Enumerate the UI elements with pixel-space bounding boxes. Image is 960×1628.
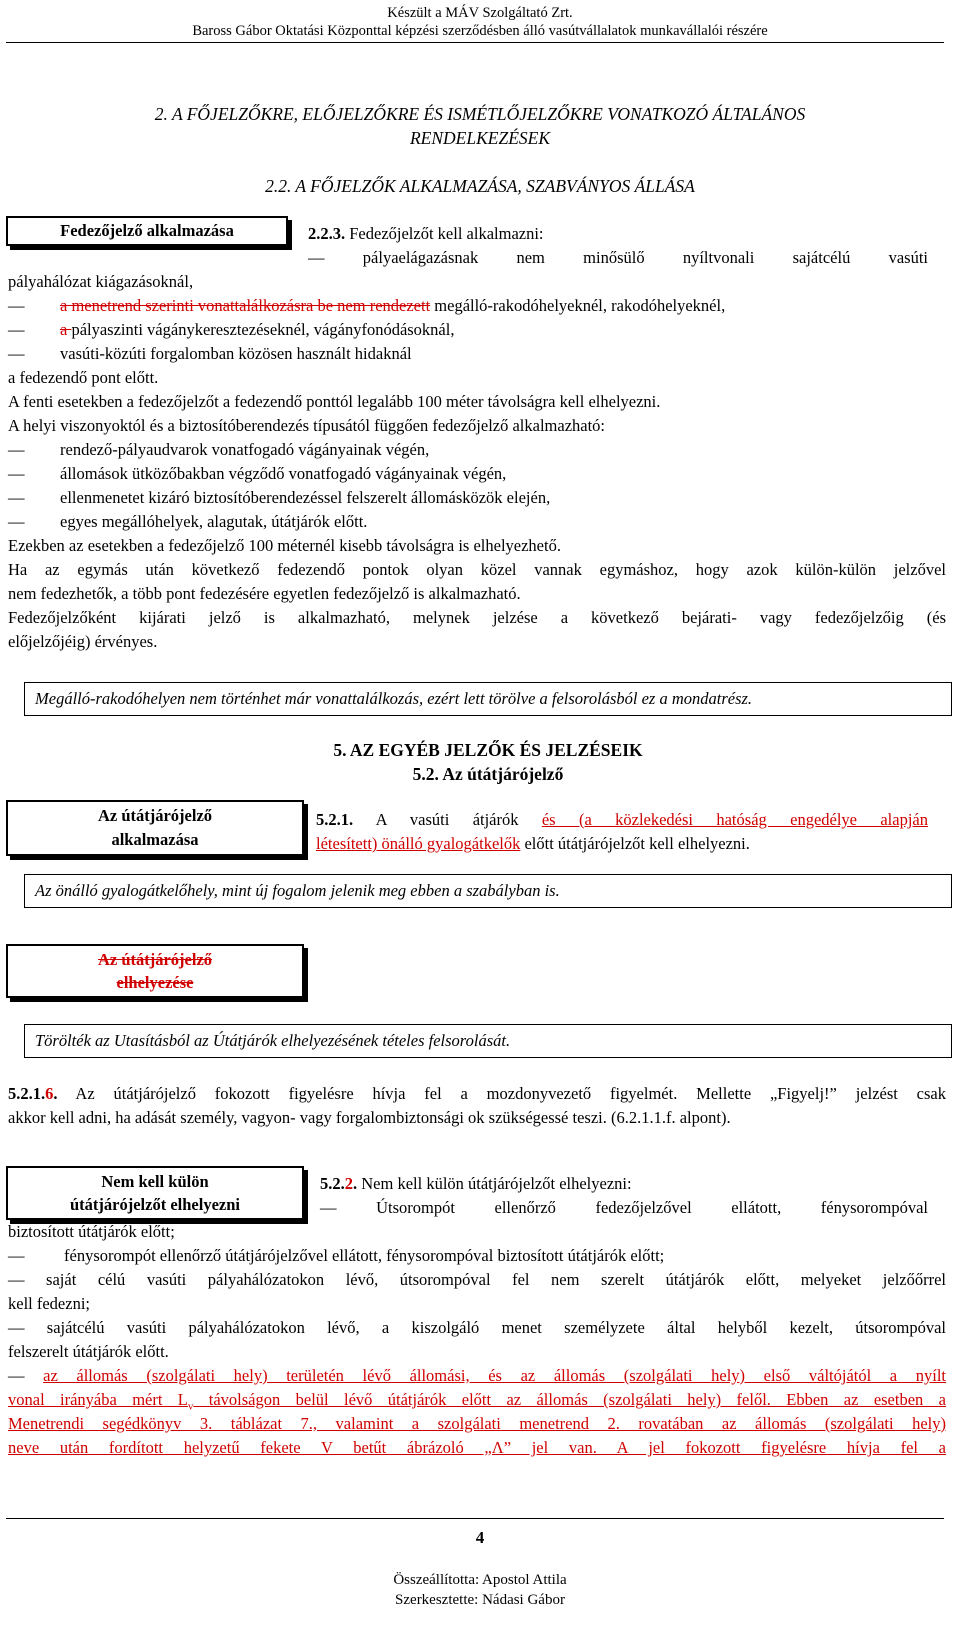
- list-item-text: rendező-pályaudvarok vonatfogadó vágányainak végén,: [60, 440, 430, 459]
- deleted-heading-line-2: elhelyezése: [116, 973, 194, 992]
- paragraph-2-2-3-heading: [308, 222, 928, 246]
- header-line-2: Baross Gábor Oktatási Központtal képzési szerződésben álló vasútvállalatok munkavállalói részére: [192, 23, 768, 39]
- paragraph-5-2-1-6-b: akkor kell adni, ha adását személy, vagyon- vagy forgalombiztonsági ok szükségessé teszi. (6.2.1.1.f. alpont).: [8, 1108, 731, 1127]
- footer-edited-by: Szerkesztette: Nádasi Gábor: [395, 1592, 565, 1608]
- list-item-text: állomások ütközőbakban végződő vonatfogadó vágányainak végén,: [60, 464, 507, 483]
- header-rule: [6, 42, 944, 43]
- exception-4a: [8, 1316, 946, 1340]
- inserted-text: az állomás (szolgálati hely) területén lévő állomási, és az állomás (szolgálati hely) első váltójától a nyílt: [43, 1366, 947, 1385]
- list-item-text: Útsorompót ellenőrző fedezőjelzővel ellátott, fénysorompóval: [376, 1198, 929, 1217]
- inserted-text: távolságon belül lévő útátjárók előtt az állomás (szolgálati hely) felől. Ebben az esetben a: [193, 1390, 946, 1409]
- paragraph-exit-signal-a: Fedezőjelzőként kijárati jelző is alkalmazható, melynek jelzése a következő bejárati- vagy fedezőjelzőig (és: [8, 608, 946, 627]
- dash: —: [8, 512, 25, 531]
- margin-box-line-1: Az útátjárójelző: [97, 806, 213, 825]
- exception-5d: neve után fordított helyzetű fekete V betűt ábrázoló „Λ” jel van. A jel fokozott figyelésre hívja fel a: [8, 1438, 946, 1457]
- list-item-text: sajátcélú vasúti pályahálózatokon lévő, a kiszolgáló menet személyzete által helyből kezelt, útsorompóval: [46, 1318, 947, 1337]
- subscript: v: [187, 1400, 194, 1413]
- footer-rule: [6, 1518, 944, 1519]
- exception-5c: Menetrendi segédkönyv 3. táblázat 7., valamint a szolgálati menetrend 2. rovatában az állomás (szolgálati hely): [8, 1414, 946, 1433]
- note-text: Megálló-rakodóhelyen nem történhet már vonattalálkozás, ezért lett törölve a felsorolásból ez a mondatrész.: [35, 689, 753, 708]
- dash: —: [320, 1198, 337, 1217]
- exception-4b: felszerelt útátjárók előtt.: [8, 1342, 169, 1361]
- paragraph-5-2-1-a: [316, 808, 928, 832]
- paragraph-number-changed: 2: [344, 1174, 353, 1193]
- list-item-text: egyes megállóhelyek, alagutak, útátjárók előtt.: [60, 512, 368, 531]
- dash: —: [8, 296, 25, 315]
- list-item-text: vasúti-közúti forgalomban közösen használt hidaknál: [60, 344, 412, 363]
- list-item-text: saját célú vasúti pályahálózatokon lévő, útsorompóval fel nem szerelt útátjárók előtt, melyeket jelzőőrrel: [46, 1270, 947, 1289]
- exception-5a: [8, 1364, 946, 1388]
- deleted-heading-line-1: Az útátjárójelző: [97, 950, 213, 969]
- list-item-text: ellenmenetet kizáró biztosítóberendezéssel felszerelt állomásközök elején,: [60, 488, 551, 507]
- list-item-text: pályaszinti vágánykeresztezéseknél, vágányfonódásoknál,: [71, 320, 455, 339]
- margin-box-fedezojelzo: [6, 216, 288, 246]
- margin-box-line-1: Nem kell külön: [101, 1172, 209, 1191]
- page-number: 4: [475, 1528, 485, 1547]
- dash: —: [308, 248, 325, 267]
- list-item-text: fénysorompót ellenőrző útátjárójelzővel ellátott, fénysorompóval biztosított útátjárók előtt;: [64, 1246, 665, 1265]
- section-5-2-title: 5.2. Az útátjárójelző: [412, 764, 564, 784]
- list-item-4: [8, 342, 946, 366]
- paragraph-close-points-a: Ha az egymás után következő fedezendő pontok olyan közel vannak egymáshoz, hogy azok külön-külön jelzővel: [8, 560, 946, 579]
- paragraph-close-points-b: nem fedezhetők, a több pont fedezésére egyetlen fedezőjelző is alkalmazható.: [8, 584, 521, 603]
- exception-1a: [320, 1196, 928, 1220]
- paragraph-shorter: Ezekben az esetekben a fedezőjelző 100 méternél kisebb távolságra is elhelyezhető.: [8, 536, 561, 555]
- dash: —: [8, 1270, 25, 1289]
- list2-item-4: [8, 510, 946, 534]
- paragraph-text: Nem kell külön útátjárójelzőt elhelyezni:: [357, 1174, 632, 1193]
- margin-box-label: Fedezőjelző alkalmazása: [60, 221, 234, 240]
- inserted-text: vonal irányába mért L: [8, 1390, 188, 1409]
- list-item-1a: [308, 246, 928, 270]
- note-text: Az önálló gyalogátkelőhely, mint új fogalom jelenik meg ebben a szabályban is.: [35, 881, 560, 900]
- margin-box-elhelyezese: [6, 944, 304, 998]
- list2-item-3: [8, 486, 946, 510]
- paragraph-local: A helyi viszonyoktól és a biztosítóberendezés típusától függően fedezőjelző alkalmazható:: [8, 416, 606, 435]
- list-item-text: pályaelágazásnak nem minősülő nyíltvonali sajátcélú vasúti: [362, 248, 929, 267]
- paragraph-5-2-1-b: [316, 832, 928, 856]
- exception-1b: biztosított útátjárók előtt;: [8, 1222, 175, 1241]
- dash: —: [8, 488, 25, 507]
- footer-compiled-by: Összeállította: Apostol Attila: [393, 1572, 567, 1588]
- list-item-3: [8, 318, 946, 342]
- paragraph-number: 5.2.: [320, 1174, 345, 1193]
- paragraph-5-2-2-heading: [320, 1172, 928, 1196]
- list-item-1b: pályahálózat kiágazásoknál,: [8, 272, 194, 291]
- line-after-list: a fedezendő pont előtt.: [8, 368, 159, 387]
- note-box-1: [24, 682, 952, 716]
- margin-box-line-2: útátjárójelzőt elhelyezni: [70, 1195, 240, 1214]
- paragraph-number: 5.2.1.: [316, 810, 354, 829]
- exception-3a: [8, 1268, 946, 1292]
- list-item-2: [8, 294, 946, 318]
- section-subtitle: 2.2. A FŐJELZŐK ALKALMAZÁSA, SZABVÁNYOS ÁLLÁSA: [265, 176, 695, 196]
- paragraph-distance: A fenti esetekben a fedezőjelzőt a fedezendő ponttól legalább 100 méter távolságra kell elhelyezni.: [8, 392, 661, 411]
- dash: —: [8, 1366, 25, 1385]
- paragraph-number: 2.2.3.: [308, 224, 346, 243]
- list2-item-1: [8, 438, 946, 462]
- dash: —: [8, 440, 25, 459]
- margin-box-nem-kell: [6, 1166, 304, 1220]
- paragraph-number-changed: 6: [45, 1084, 54, 1103]
- note-text: Törölték az Utasításból az Útátjárók elhelyezésének tételes felsorolását.: [35, 1031, 511, 1050]
- deleted-text: a: [60, 320, 72, 339]
- margin-box-line-2: alkalmazása: [111, 830, 199, 849]
- paragraph-exit-signal-b: előjelzőjéig) érvényes.: [8, 632, 158, 651]
- paragraph-number: 5.2.1.: [8, 1084, 46, 1103]
- paragraph-text: A vasúti átjárók: [353, 810, 542, 829]
- paragraph-text: Az útátjárójelző fokozott figyelésre hívja fel a mozdonyvezető figyelmét. Mellette „Figyelj!” jelzést csak: [57, 1084, 946, 1103]
- note-box-3: [24, 1024, 952, 1058]
- dash: —: [8, 320, 25, 339]
- dash: —: [8, 344, 25, 363]
- dash: —: [8, 1246, 25, 1265]
- inserted-text: létesített) önálló gyalogátkelők: [316, 834, 521, 853]
- paragraph-intro: Fedezőjelzőt kell alkalmazni:: [345, 224, 544, 243]
- paragraph-text: előtt útátjárójelzőt kell elhelyezni.: [520, 834, 750, 853]
- section-5-title: 5. AZ EGYÉB JELZŐK ÉS JELZÉSEIK: [333, 740, 643, 760]
- section-title-line-2: RENDELKEZÉSEK: [409, 128, 550, 148]
- paragraph-5-2-1-6-a: [8, 1082, 946, 1106]
- deleted-text: a menetrend szerinti vonattalálkozásra be nem rendezett: [60, 296, 431, 315]
- section-title-line-1: 2. A FŐJELZŐKRE, ELŐJELZŐKRE ÉS ISMÉTLŐJELZŐKRE VONATKOZÓ ÁLTALÁNOS: [154, 104, 806, 124]
- list-item-text: megálló-rakodóhelyeknél, rakodóhelyeknél,: [430, 296, 726, 315]
- exception-3b: kell fedezni;: [8, 1294, 91, 1313]
- exception-2: [8, 1244, 946, 1268]
- margin-box-alkalmazasa: [6, 800, 304, 856]
- note-box-2: [24, 874, 952, 908]
- paragraph-number-dot: .: [353, 1174, 358, 1193]
- paragraph-number-dot: .: [53, 1084, 58, 1103]
- header-line-1: Készült a MÁV Szolgáltató Zrt.: [387, 5, 573, 21]
- dash: —: [8, 1318, 25, 1337]
- dash: —: [8, 464, 25, 483]
- inserted-text: és (a közlekedési hatóság engedélye alapján: [541, 810, 928, 829]
- list2-item-2: [8, 462, 946, 486]
